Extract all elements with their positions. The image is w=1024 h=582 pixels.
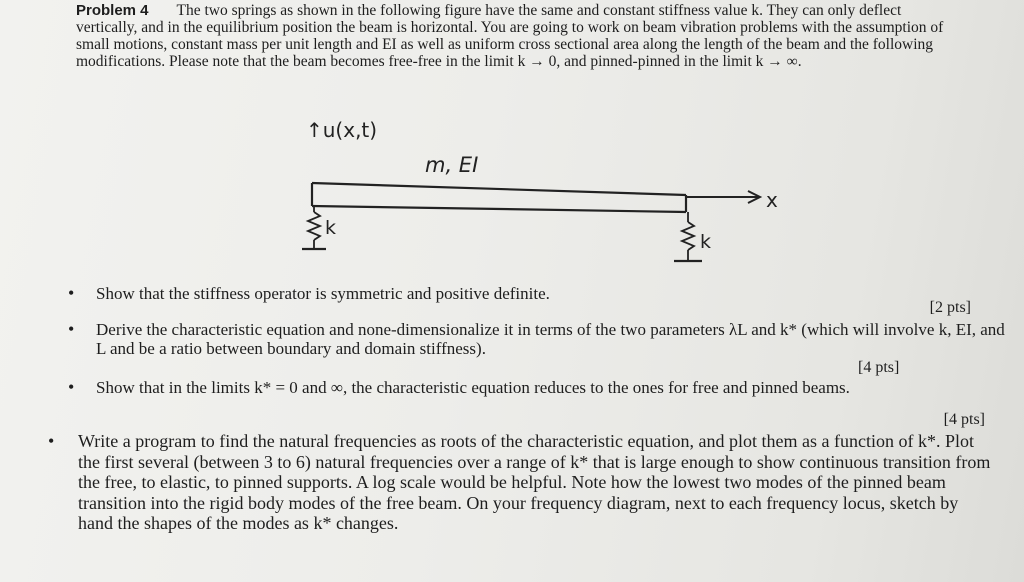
left-spring-label: k [325, 217, 337, 239]
bullet-icon: • [68, 319, 75, 339]
task-text: Derive the characteristic equation and none-dimensionalize it in terms of the two parameters λL and k* (which will involve k, EI, and L and be a ratio between boundary and domain stiffness). [96, 320, 1005, 358]
displacement-label: ↑u(x,t) [306, 118, 378, 142]
task-points: [4 pts] [858, 359, 900, 376]
x-axis-label: x [766, 188, 778, 212]
beam [312, 183, 686, 212]
task-item [62, 284, 1007, 320]
task-list [48, 283, 1007, 534]
left-spring [302, 206, 326, 249]
right-spring-label: k [700, 231, 712, 253]
task-item [62, 377, 1007, 428]
bullet-icon: • [48, 431, 55, 451]
task-text: Write a program to find the natural frequencies as roots of the characteristic equation, and plot them as a function of k*. Plot the first several (between 3 to 6) natural frequencies over a range of k* that is large enough to show continuous transition from the free, to elastic, to pinned supports. A log scale would be helpful. Note how the lowest two modes of the pinned beam transition into the rigid body modes of the free beam. On your frequency diagram, next to each frequency locus, sketch by hand the shapes of the modes as k* changes. [78, 431, 991, 533]
task-points: [2 pts] [929, 299, 971, 316]
task-item [62, 319, 1007, 376]
bullet-icon: • [68, 377, 75, 397]
problem-label: Problem 4 [76, 2, 149, 19]
problem-intro: The two springs as shown in the following figure have the same and constant stiffness value k. They can only deflect vertically, and in the equilibrium position the beam is horizontal. You are going to work on beam vibration problems with the assumption of small motions, constant mass per unit length and EI as well as uniform cross sectional area along the length of the beam and the following modifications. Please note that the beam becomes free-free in the limit k → 0, and pinned-pinned in the limit k → ∞. [76, 2, 944, 70]
beam-figure [0, 0, 1024, 290]
x-axis-arrow [686, 191, 760, 203]
task-text: Show that the stiffness operator is symmetric and positive definite. [96, 284, 550, 303]
bullet-icon: • [68, 283, 75, 303]
task-text: Show that in the limits k* = 0 and ∞, the characteristic equation reduces to the ones for free and pinned beams. [96, 378, 850, 397]
right-spring [674, 212, 702, 261]
task-points: [4 pts] [943, 411, 985, 428]
beam-label: m, EI [425, 153, 479, 177]
task-item [50, 431, 995, 534]
